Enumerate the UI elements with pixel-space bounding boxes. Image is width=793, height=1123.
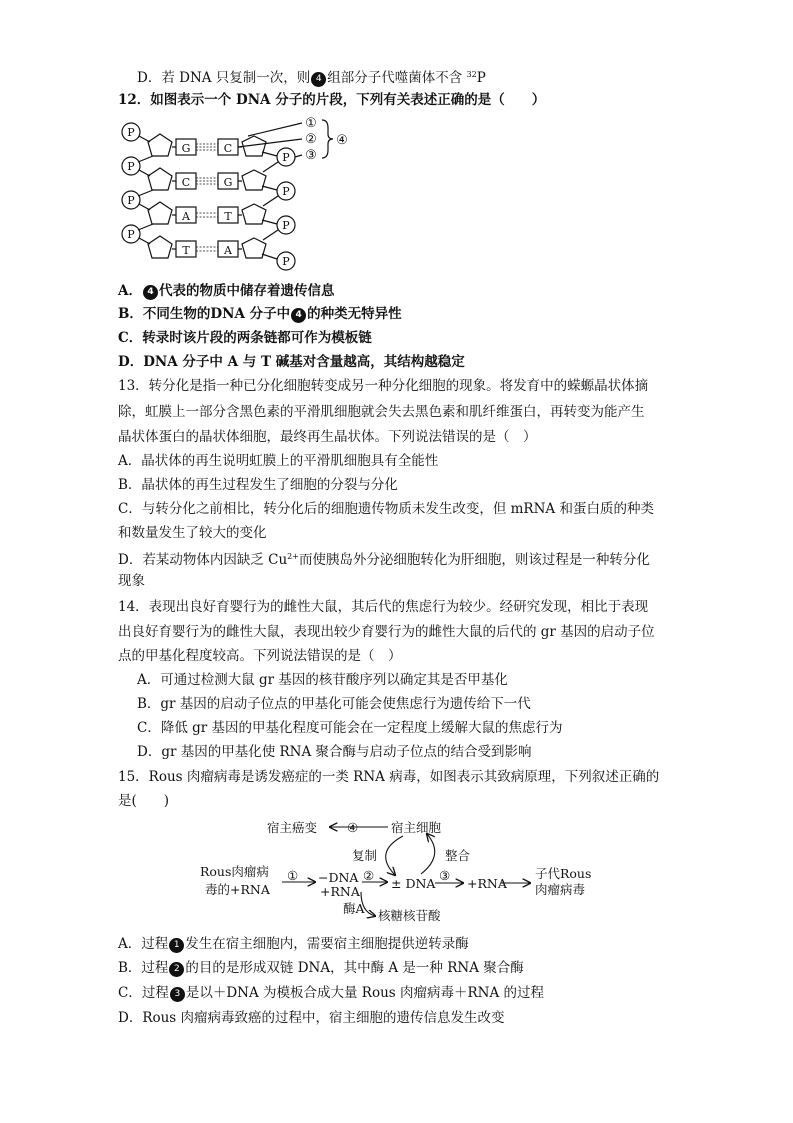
replicate-label: 复制 <box>352 848 378 863</box>
phosphate-label: P <box>127 228 135 241</box>
element-p: P <box>476 70 486 86</box>
superscript-32: 32 <box>466 70 477 79</box>
q15-option-c-prefix: C．过程 <box>118 985 169 1001</box>
q15-stem-line-2: 是( ) <box>118 793 170 809</box>
phosphate-label: P <box>282 185 290 198</box>
q13-option-c-line-2: 和数量发生了较大的变化 <box>118 525 267 541</box>
phosphate-label: P <box>127 160 135 173</box>
q14-option-d: D．gr 基因的甲基化使 RNA 聚合酶与启动子位点的结合受到影响 <box>137 744 532 760</box>
q11-option-d <box>137 65 486 88</box>
dna-fragment-diagram <box>110 112 360 277</box>
base-label: G <box>223 176 233 189</box>
rous-virus-label-2: 毒的+RNA <box>205 882 270 897</box>
circled-number-4: 4 <box>291 308 306 323</box>
base-label: A <box>224 244 232 257</box>
q15-option-a-prefix: A．过程 <box>118 936 169 952</box>
phosphate-label: P <box>282 151 290 164</box>
q13-option-a: A．晶状体的再生说明虹膜上的平滑肌细胞具有全能性 <box>118 453 439 469</box>
process-3-label: ③ <box>439 868 451 883</box>
q14-stem-line-3: 点的甲基化程度较高。下列说法错误的是（ ） <box>118 648 402 664</box>
diagram-label-1: ① <box>305 116 317 131</box>
base-label: C <box>181 176 191 189</box>
deoxyribose-pentagon <box>242 238 266 258</box>
q13-option-d-text-a: D．若某动物体内因缺乏 Cu <box>118 552 288 568</box>
q14-option-b: B．gr 基因的启动子位点的甲基化可能会使焦虑行为遗传给下一代 <box>137 696 531 712</box>
q11-option-d-text: D．若 DNA 只复制一次，则 <box>137 70 311 86</box>
base-label: G <box>181 142 191 155</box>
q14-stem-line-2: 出良好育婴行为的雌性大鼠，表现出较少育婴行为的雌性大鼠的后代的 gr 基因的启动子位 <box>118 624 655 640</box>
q14-option-c: C．降低 gr 基因的甲基化程度可能会在一定程度上缓解大鼠的焦虑行为 <box>137 720 563 736</box>
base-label: C <box>223 142 233 155</box>
q15-option-a <box>118 934 469 954</box>
pm-dna-label: ± DNA <box>391 876 436 891</box>
q13-option-b: B．晶状体的再生过程发生了细胞的分裂与分化 <box>118 477 398 493</box>
deoxyribose-pentagon <box>242 170 266 190</box>
plus-rna-label: +RNA <box>320 884 360 899</box>
ribonucleotide-label: 核糖核苷酸 <box>378 908 441 923</box>
q14-option-a: A．可通过检测大鼠 gr 基因的核苷酸序列以确定其是否甲基化 <box>137 672 508 688</box>
q15-option-d: D．Rous 肉瘤病毒致癌的过程中，宿主细胞的遗传信息发生改变 <box>118 1010 505 1026</box>
q15-option-c-text: 是以＋DNA 为模板合成大量 Rous 肉瘤病毒＋RNA 的过程 <box>185 985 545 1001</box>
q13-stem-line-1: 13．转分化是指一种已分化细胞转变成另一种分化细胞的现象。将发育中的蝾螈晶状体摘 <box>118 378 649 394</box>
q12-option-a-text: 代表的物质中储存着遗传信息 <box>158 283 335 299</box>
q13-option-d-line-1 <box>118 547 650 570</box>
q15-option-a-text: 发生在宿主细胞内，需要宿主细胞提供逆转录酶 <box>185 936 469 952</box>
q15-option-b-prefix: B．过程 <box>118 960 169 976</box>
deoxyribose-pentagon <box>148 236 172 258</box>
enzyme-a-label: 酶A <box>343 901 365 916</box>
q12-stem: 12．如图表示一个 DNA 分子的片段，下列有关表述正确的是（ ） <box>118 92 546 108</box>
host-cell-label: 宿主细胞 <box>391 820 442 835</box>
diagram-label-3: ③ <box>305 148 317 163</box>
process-1-label: ① <box>287 868 299 883</box>
q12-option-b-text: 的种类无特异性 <box>307 306 402 322</box>
q12-option-b <box>118 304 402 324</box>
circled-number-4: 4 <box>143 285 158 300</box>
deoxyribose-pentagon <box>242 204 266 224</box>
offspring-label-2: 肉瘤病毒 <box>535 882 586 897</box>
q15-option-c <box>118 983 544 1003</box>
q12-option-a-prefix: A． <box>118 283 142 299</box>
deoxyribose-pentagon <box>148 134 172 156</box>
process-4-label: ④ <box>347 820 359 835</box>
deoxyribose-pentagon <box>148 202 172 224</box>
q14-stem-line-1: 14．表现出良好育婴行为的雌性大鼠，其后代的焦虑行为较少。经研究发现，相比于表现 <box>118 599 649 615</box>
q13-option-d-text-b: 而使胰岛外分泌细胞转化为肝细胞，则该过程是一种转分化 <box>298 552 650 568</box>
q15-option-b <box>118 958 524 978</box>
phosphate-label: P <box>127 126 135 139</box>
base-label: T <box>224 210 232 223</box>
deoxyribose-pentagon <box>148 168 172 190</box>
q12-option-a <box>118 281 334 301</box>
q15-option-b-text: 的目的是形成双链 DNA，其中酶 A 是一种 RNA 聚合酶 <box>185 960 524 976</box>
q11-option-d-text-end: 组部分子代噬菌体不含 <box>327 70 467 86</box>
integrate-label: 整合 <box>445 848 471 863</box>
superscript-charge: 2+ <box>287 552 299 561</box>
plus-rna-2-label: +RNA <box>467 876 507 891</box>
base-label: T <box>182 244 190 257</box>
offspring-label-1: 子代Rous <box>535 866 592 881</box>
circled-number-1: 1 <box>169 938 184 953</box>
minus-dna-label: −DNA <box>318 870 359 885</box>
phosphate-label: P <box>127 194 135 207</box>
base-label: A <box>182 210 190 223</box>
process-2-label: ② <box>363 868 375 883</box>
q13-option-c-line-1: C．与转分化之前相比，转分化后的细胞遗传物质未发生改变，但 mRNA 和蛋白质的种类 <box>118 501 654 517</box>
diagram-label-2: ② <box>305 132 317 147</box>
circled-number-2: 2 <box>169 962 184 977</box>
phosphate-label: P <box>282 219 290 232</box>
q12-option-d: D．DNA 分子中 A 与 T 碱基对含量越高，其结构越稳定 <box>118 354 465 370</box>
q13-stem-line-2: 除，虹膜上一部分含黑色素的平滑肌细胞就会失去黑色素和肌纤维蛋白，再转变为能产生 <box>118 404 645 420</box>
rous-virus-pathway-diagram <box>195 812 615 930</box>
q13-option-d-line-2: 现象 <box>118 573 145 589</box>
q15-stem-line-1: 15．Rous 肉瘤病毒是诱发癌症的一类 RNA 病毒，如图表示其致病原理，下列叙述正确的 <box>118 769 660 785</box>
rous-virus-label-1: Rous肉瘤病 <box>200 864 269 879</box>
q13-stem-line-3: 晶状体蛋白的晶状体细胞，最终再生晶状体。下列说法错误的是（ ） <box>118 429 537 445</box>
phosphate-label: P <box>282 255 290 268</box>
circled-number-4: 4 <box>311 72 326 87</box>
diagram-label-4: ④ <box>336 133 348 148</box>
host-cancer-label: 宿主癌变 <box>267 820 318 835</box>
circled-number-3: 3 <box>170 987 185 1002</box>
q12-option-c: C．转录时该片段的两条链都可作为模板链 <box>118 330 372 346</box>
q12-option-b-prefix: B．不同生物的DNA 分子中 <box>118 306 291 322</box>
